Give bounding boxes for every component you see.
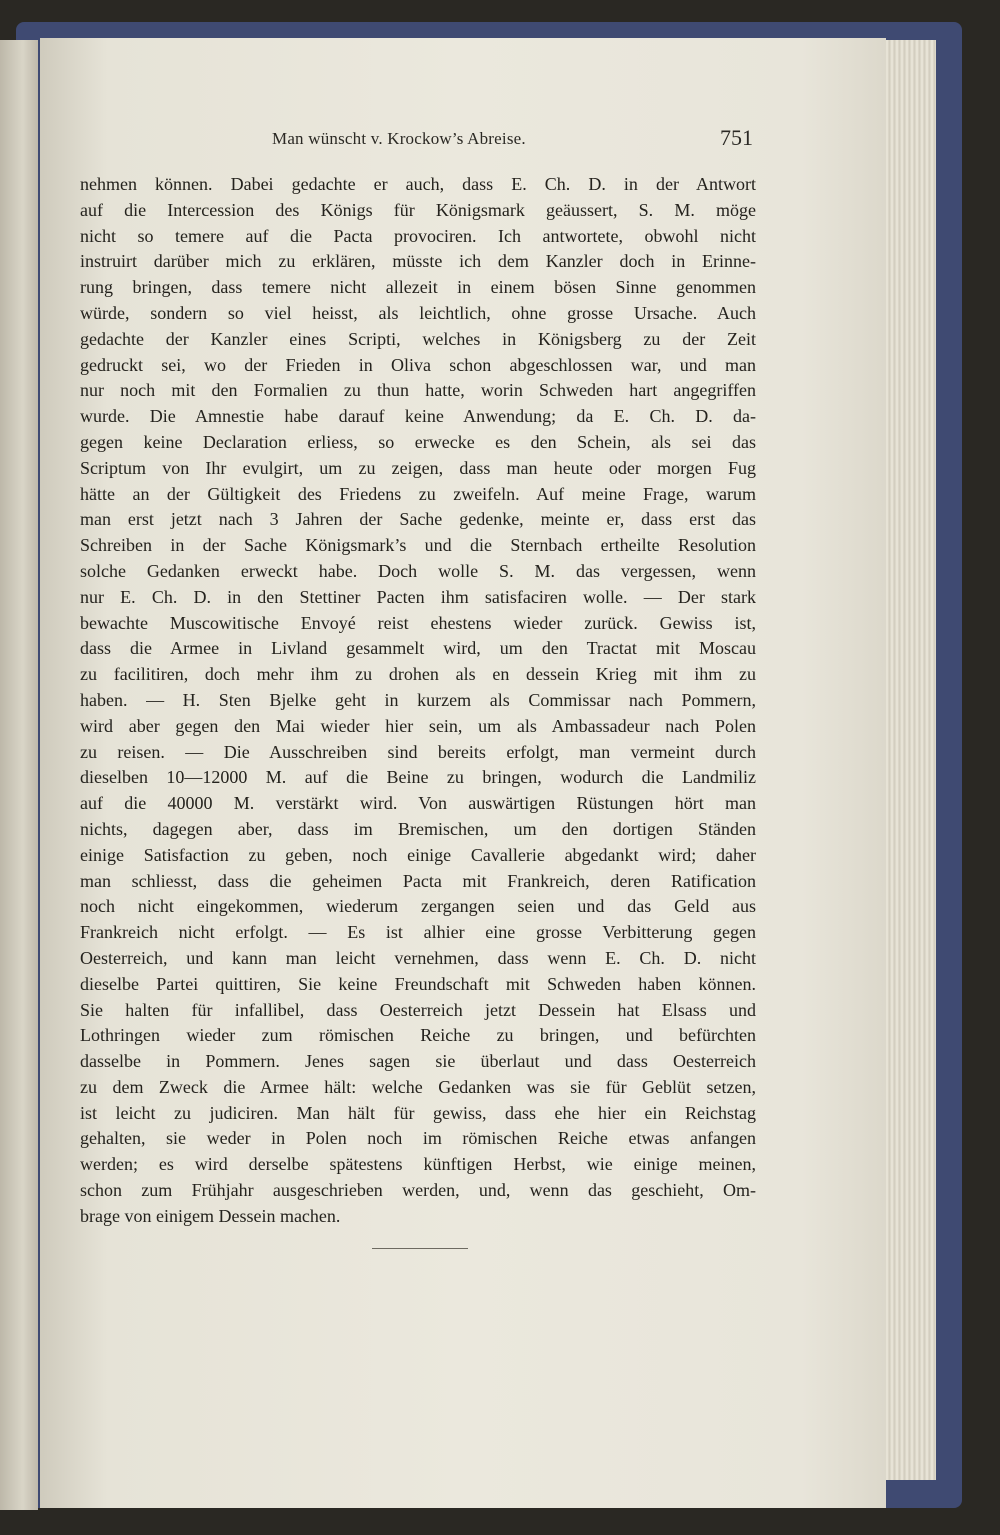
text-line: dasselbe in Pommern. Jenes sagen sie überlaut und dass Oesterreich: [80, 1051, 756, 1072]
facing-page-edge: [0, 40, 38, 1510]
text-line: instruirt darüber mich zu erklären, müsste ich dem Kanzler doch in Erinne-: [80, 251, 756, 272]
text-line: gedachte der Kanzler eines Scripti, welches in Königsberg zu der Zeit: [80, 328, 756, 349]
closing-rule: [372, 1248, 468, 1249]
text-line: werden; es wird derselbe spätestens künftigen Herbst, wie einige meinen,: [80, 1154, 756, 1175]
text-line: Frankreich nicht erfolgt. — Es ist alhier eine grosse Verbitterung gegen: [80, 922, 756, 943]
text-line: dass die Armee in Livland gesammelt wird, um den Tractat mit Moscau: [80, 638, 756, 659]
text-line: dieselben 10—12000 M. auf die Beine zu bringen, wodurch die Landmiliz: [80, 767, 756, 788]
text-line: zu dem Zweck die Armee hält: welche Gedanken was sie für Geblüt setzen,: [80, 1076, 756, 1097]
text-line: man erst jetzt nach 3 Jahren der Sache gedenke, meinte er, dass erst das: [80, 509, 756, 530]
text-line: man schliesst, dass die geheimen Pacta mit Frankreich, deren Ratification: [80, 870, 756, 891]
text-line: Scriptum von Ihr evulgirt, um zu zeigen, dass man heute oder morgen Fug: [80, 457, 756, 478]
text-line: Schreiben in der Sache Königsmark’s und die Sternbach ertheilte Resolution: [80, 535, 756, 556]
text-line: auf die 40000 M. verstärkt wird. Von auswärtigen Rüstungen hört man: [80, 793, 756, 814]
page-number: 751: [720, 125, 753, 150]
text-line: dieselbe Partei quittiren, Sie keine Freundschaft mit Schweden haben können.: [80, 973, 756, 994]
text-line: nur E. Ch. D. in den Stettiner Pacten ihm satisfaciren wolle. — Der stark: [80, 586, 756, 607]
text-line: Sie halten für infallibel, dass Oesterreich jetzt Dessein hat Elsass und: [80, 999, 756, 1020]
text-line: nehmen können. Dabei gedachte er auch, dass E. Ch. D. in der Antwort: [80, 174, 756, 194]
text-line: haben. — H. Sten Bjelke geht in kurzem als Commissar nach Pommern,: [80, 689, 756, 710]
text-line: gegen keine Declaration erliess, so erwecke es den Schein, als sei das: [80, 431, 756, 452]
text-line: rung bringen, dass temere nicht allezeit in einem bösen Sinne genommen: [80, 277, 756, 298]
text-line: einige Satisfaction zu geben, noch einige Cavallerie abgedankt wird; daher: [80, 844, 756, 865]
body-text: [80, 172, 756, 1230]
text-line: ist leicht zu judiciren. Man hält für gewiss, dass ehe hier ein Reichstag: [80, 1102, 756, 1123]
text-line: gehalten, sie weder in Polen noch im römischen Reiche etwas anfangen: [80, 1128, 756, 1149]
text-line: zu reisen. — Die Ausschreiben sind bereits erfolgt, man vermeint durch: [80, 741, 756, 762]
text-line: bewachte Muscowitische Envoyé reist ehestens wieder zurück. Gewiss ist,: [80, 612, 756, 633]
text-line: hätte an der Gültigkeit des Friedens zu zweifeln. Auf meine Frage, warum: [80, 483, 756, 504]
page-header: [272, 125, 772, 161]
text-line: Oesterreich, und kann man leicht vernehmen, dass wenn E. Ch. D. nicht: [80, 947, 756, 968]
text-line: wurde. Die Amnestie habe darauf keine Anwendung; da E. Ch. D. da-: [80, 406, 756, 427]
text-line: auf die Intercession des Königs für Königsmark geäussert, S. M. möge: [80, 199, 756, 220]
text-line: solche Gedanken erweckt habe. Doch wolle S. M. das vergessen, wenn: [80, 560, 756, 581]
text-line: nur noch mit den Formalien zu thun hatte, worin Schweden hart angegriffen: [80, 380, 756, 401]
page-block-edges: [886, 40, 936, 1480]
text-line: würde, sondern so viel heisst, als leichtlich, ohne grosse Ursache. Auch: [80, 302, 756, 323]
text-line: zu facilitiren, doch mehr ihm zu drohen als en dessein Krieg mit ihm zu: [80, 664, 756, 685]
text-line: gedruckt sei, wo der Frieden in Oliva schon abgeschlossen war, und man: [80, 354, 756, 375]
text-line: Lothringen wieder zum römischen Reiche zu bringen, und befürchten: [80, 1025, 756, 1046]
text-line: noch nicht eingekommen, wiederum zergangen seien und das Geld aus: [80, 896, 756, 917]
text-line: brage von einigem Dessein machen.: [80, 1205, 341, 1226]
running-head: Man wünscht v. Krockow’s Abreise.: [272, 129, 526, 148]
text-line: nicht so temere auf die Pacta provociren. Ich antwortete, obwohl nicht: [80, 225, 756, 246]
text-line: nichts, dagegen aber, dass im Bremischen, um den dortigen Ständen: [80, 818, 756, 839]
text-line: wird aber gegen den Mai wieder hier sein, um als Ambassadeur nach Polen: [80, 715, 756, 736]
text-line: schon zum Frühjahr ausgeschrieben werden, und, wenn das geschieht, Om-: [80, 1180, 756, 1201]
